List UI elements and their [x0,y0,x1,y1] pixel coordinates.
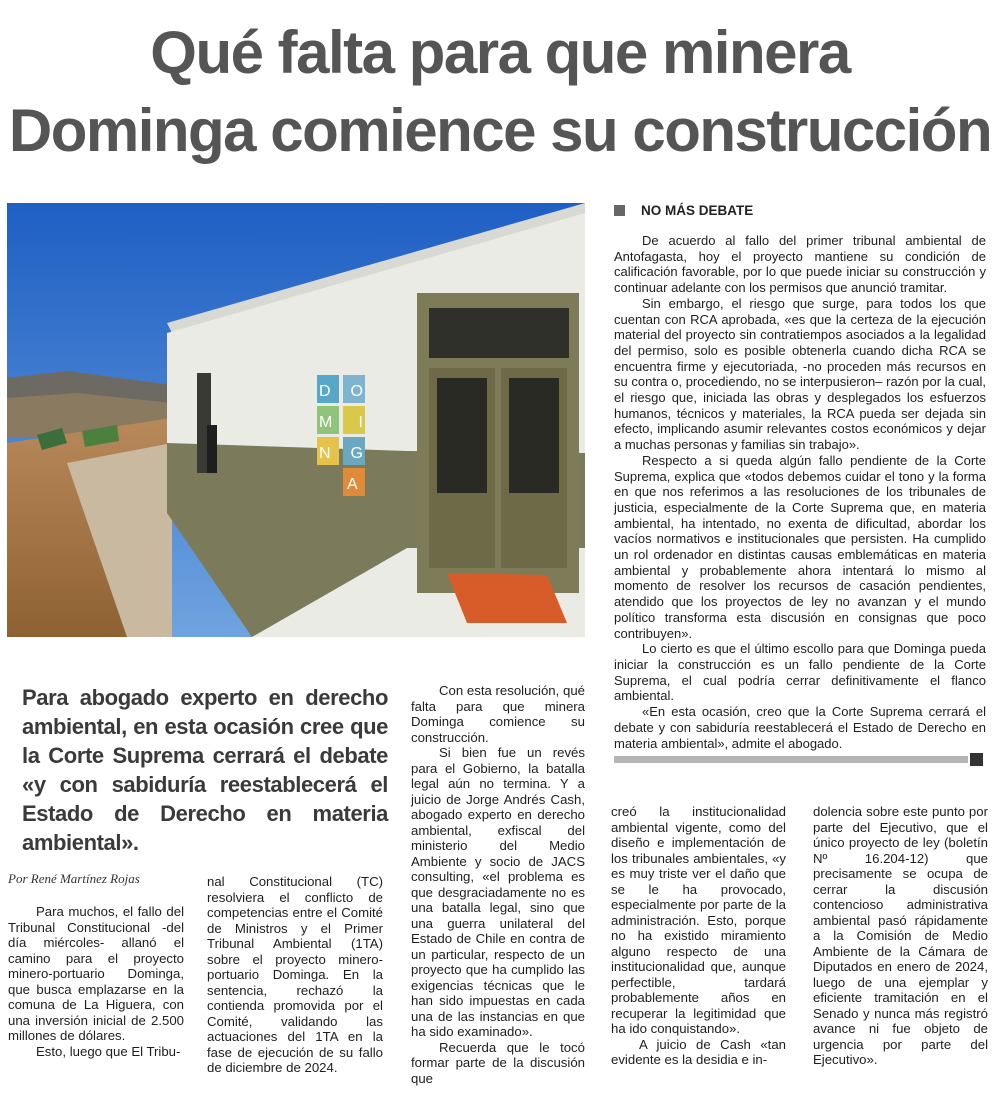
paragraph: Respecto a si queda algún fallo pendiente de la Corte Suprema, explica que «todos debemos cuidar el tono y la forma en que nos referimos a las resoluciones de los tribunales de justicia, especialmente de la Corte Suprema que, en materia ambiental, ha intentado, no exenta de dificultad, abordar los vacíos normativos e institucionales que persisten. Ha cumplido un rol ordenador en distintas causas emblemáticas en materia ambiental y probablemente ahora intentará lo mismo al momento de resolver los recursos de casación pendientes, atendido que los proyectos de ley no avanzan y el mundo político transforma esta discusión en consignas que poco contribuyen». [614,452,986,641]
body-column-2 [207,874,383,1076]
paragraph: Con esta resolución, qué falta para que minera Dominga comience su construcción. [411,683,585,745]
pull-quote: Para abogado experto en derecho ambiental, en esta ocasión cree que la Corte Suprema cerrará el debate «y con sabiduría reestablecerá el Estado de Derecho en materia ambiental». [22,685,388,855]
paragraph: creó la institucionalidad ambiental vigente, como del diseño e implementación de los tribunales ambientales, «y es muy triste ver el daño que se le ha provocado, especialmente por parte de la administración. Esto, porque no ha existido miramiento alguno respecto de una institucionalidad que, aunque perfectible, tardará probablemente años en recuperar la legitimidad que ha ido conquistando». [611,804,786,1036]
paragraph: Recuerda que le tocó formar parte de la discusión que [411,1039,585,1086]
paragraph: De acuerdo al fallo del primer tribunal ambiental de Antofagasta, hoy el proyecto mantiene su condición de calificación favorable, por lo que puede iniciar su construcción y continuar adelante con los permisos que anunció tramitar. [614,233,986,296]
section-square-icon [614,205,625,216]
sign-letters-ng: NG [319,445,363,462]
right-column [614,233,986,751]
paragraph: Esto, luego que El Tribu- [36,1043,181,1059]
paragraph: «En esta ocasión, creo que la Corte Suprema cerrará el debate y con sabiduría reestablecerá el Estado de Derecho en materia ambiental», admite el abogado. [614,704,986,751]
byline: Por René Martínez Rojas [8,871,140,886]
headline-line-1: Qué falta para que minera [150,19,850,86]
section-title: NO MÁS DEBATE [641,203,754,218]
paragraph: nal Constitucional (TC) resolviera el conflicto de competencias entre el Comité de Ministros y el Primer Tribunal Ambiental (1TA) sobre el proyecto minero-portuario Dominga. En la sentencia, rechazó la contienda promovida por el Comité, validando las actuaciones del 1TA en la fase de ejecución de su fallo de diciembre de 2024. [207,874,383,1075]
headline-line-2: Dominga comience su construcción [8,97,992,164]
paragraph: dolencia sobre este punto por parte del Ejecutivo, que el único proyecto de ley (boletín Nº 16.204-12) que precisamente se ocupa de cerrar la discusión contencioso administrativa ambiental pasó rápidamente a la Comisión de Medio Ambiente de la Cámara de Diputados en enero de 2024, luego de una ejemplar y eficiente tramitación en el Senado y nunca más registró avance ni fue objeto de urgencia por parte del Ejecutivo». [813,804,988,1067]
sign-letters-a: A [347,476,358,493]
paragraph: A juicio de Cash «tan evidente es la desidia e in- [611,1036,786,1067]
end-bar [614,756,968,763]
end-square-icon [970,753,983,766]
sign-letters-do: DO [319,383,363,400]
article-photo [7,203,585,637]
paragraph: Para muchos, el fallo del Tribunal Constitucional -del día miércoles- allanó el camino para el proyecto minero-portuario Dominga, que busca emplazarse en la comuna de La Higuera, con una inversión inicial de 2.500 millones de dólares. [8,904,184,1043]
sign-letters-mi: MI [319,414,363,431]
paragraph: Lo cierto es que el último escollo para que Dominga pueda iniciar la construcción es un fallo pendiente de la Corte Suprema, el cual podría cerrar definitivamente el flanco ambiental. [614,641,986,704]
body-column-5 [813,804,988,1068]
paragraph: Sin embargo, el riesgo que surge, para todos los que cuentan con RCA aprobada, «es que la certeza de la ejecución material del proyecto sin contratiempos asociados a la legalidad del permiso, solo es posible obtenerla cuando dicha RCA se encuentra firme y ejecutoriada, -no proceden más recursos en su contra o, procediendo, no se interpusieron– razón por la cual, el riesgo que, iniciada las obras y desplegados los esfuerzos humanos, técnicos y materiales, la RCA pueda ser dejada sin efecto, implicando asumir relevantes costos económicos y dejar a muchas personas y familias sin trabajo». [614,295,986,453]
body-column-3 [411,683,585,1086]
paragraph: Si bien fue un revés para el Gobierno, la batalla legal aún no termina. Y a juicio de Jorge Andrés Cash, abogado experto en derecho ambiental, exfiscal del ministerio del Medio Ambiente y socio de JACS consulting, «el problema es que desgraciadamente no es una batalla legal, sino que una guerra unilateral del Estado de Chile en contra de un particular, respecto de un proyecto que ha cumplido las exigencias técnicas que le han sido impuestas en cada una de las instancias en que ha sido examinado». [411,745,585,1039]
body-column-4 [611,804,786,1068]
body-column-1 [8,904,184,1059]
section-heading [614,203,753,218]
